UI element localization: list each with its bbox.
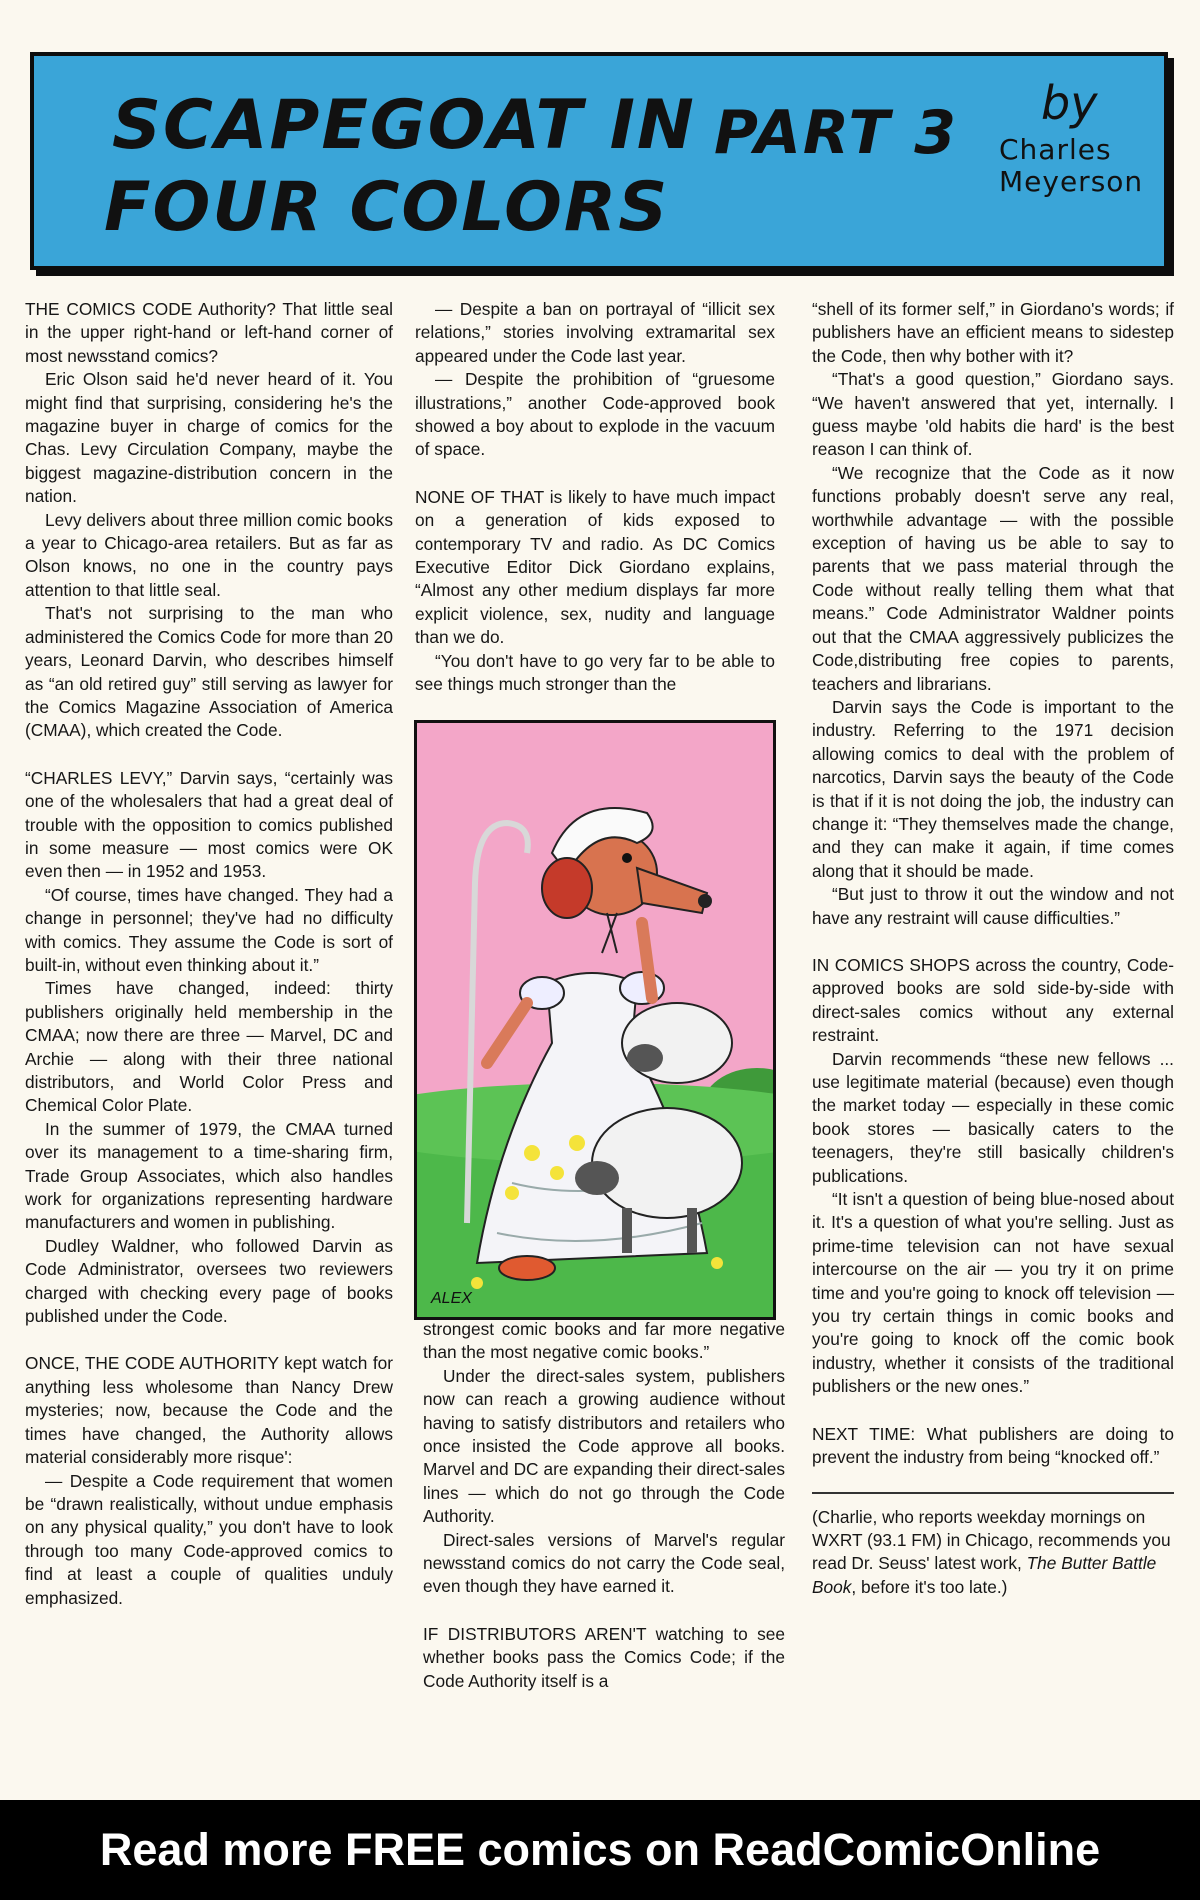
- byline: [999, 76, 1169, 198]
- paragraph: — Despite a Code requirement that women be “drawn realistically, without undue emphasis on any physical quality,” you don't have to look through too many Code-approved comics to find at least a couple of qualities unduly emphasized.: [25, 1470, 393, 1608]
- paragraph: “We recognize that the Code as it now functions probably doesn't serve any real, worthwhile advantage — with the possible exception of having us be able to say to parents that we pass material through the Code without really telling them what that means.” Code Administrator Waldner points out that the CMAA aggressively publicizes the Code,distributing free copies to parents, teachers and librarians.: [812, 462, 1174, 694]
- paragraph: Eric Olson said he'd never heard of it. You might find that surprising, considering he's the magazine buyer in charge of comics for the Chas. Levy Circulation Company, maybe the biggest magazine-distribution concern in the nation.: [25, 369, 393, 507]
- article-column-1: [25, 298, 393, 1610]
- section-paragraph: NONE OF THAT is likely to have much impact on a generation of kids exposed to contemporary TV and radio. As DC Comics Executive Editor Dick Giordano explains, “Almost any other medium displays far more explicit violence, sex, nudity and language than we do.: [415, 486, 775, 648]
- artist-signature: ALEX: [431, 1290, 472, 1307]
- section-paragraph: IF DISTRIBUTORS AREN'T watching to see whether books pass the Comics Code; if the Code Authority itself is a: [423, 1623, 785, 1691]
- paragraph: Darvin recommends “these new fellows ... use legitimate material (because) even though the market today — especially in these comic book stores — basically caters to the teenagers, they're still basically children's publications.: [812, 1048, 1174, 1186]
- paragraph: “shell of its former self,” in Giordano's words; if publishers have an efficient means to sidestep the Code, then why bother with it?: [812, 299, 1174, 366]
- section-paragraph: “CHARLES LEVY,” Darvin says, “certainly was one of the wholesalers that had a great deal of trouble with the opposition to comics published in some measure — most comics were OK even then — in 1952 and 1953.: [25, 767, 393, 882]
- article-column-2-bottom: [423, 1318, 785, 1693]
- paragraph: That's not surprising to the man who administered the Comics Code for more than 20 years, Leonard Darvin, who describes himself as “an old retired guy” still serving as lawyer for the Comics Magazine Association of America (CMAA), which created the Code.: [25, 603, 393, 741]
- divider: [812, 1492, 1174, 1494]
- paragraph: Levy delivers about three million comic books a year to Chicago-area retailers. But as far as Olson knows, no one in the country pays attention to that little seal.: [25, 509, 393, 600]
- paragraph: — Despite the prohibition of “gruesome illustrations,” another Code-approved book showed a boy about to explode in the vacuum of space.: [415, 369, 775, 460]
- section-paragraph: IN COMICS SHOPS across the country, Code-approved books are sold side-by-side with direct-sales comics without any external restraint.: [812, 954, 1174, 1046]
- paragraph: strongest comic books and far more negative than the most negative comic books.”: [423, 1319, 785, 1363]
- title-line-1: SCAPEGOAT IN: [112, 86, 696, 165]
- title-banner: [30, 52, 1168, 270]
- promo-footer-banner[interactable]: Read more FREE comics on ReadComicOnline: [0, 1800, 1200, 1900]
- paragraph: Direct-sales versions of Marvel's regular newsstand comics do not carry the Code seal, even though they have earned it.: [423, 1529, 785, 1597]
- wolf-bo-peep-illustration: [414, 720, 776, 1320]
- paragraph: Darvin says the Code is important to the industry. Referring to the 1971 decision allowing comics to deal with the problem of narcotics, Darvin says the beauty of the Code is that if it is not doing the job, the industry can change it: “They themselves made the change, and they can make it again, if time comes along that it should be made.: [812, 696, 1174, 881]
- paragraph: “That's a good question,” Giordano says. “We haven't answered that yet, internally. I guess maybe 'old habits die hard' is the best reason I can think of.: [812, 369, 1174, 460]
- paragraph: Under the direct-sales system, publishers now can reach a growing audience without having to satisfy distributors and retailers who once insisted the Code approve all books. Marvel and DC are expanding their direct-sales lines — which do not go through the Code Authority.: [423, 1365, 785, 1527]
- section-paragraph: ONCE, THE CODE AUTHORITY kept watch for anything less wholesome than Nancy Drew mysteries; now, because the Code and the times have changed, the Authority allows material considerably more risque':: [25, 1353, 393, 1468]
- title-line-2: FOUR COLORS: [104, 168, 670, 247]
- paragraph: THE COMICS CODE Authority? That little seal in the upper right-hand or left-hand corner of most newsstand comics?: [25, 299, 393, 366]
- by-word: by: [1041, 76, 1098, 130]
- paragraph: “It isn't a question of being blue-nosed about it. It's a question of what you're selling. Just as prime-time television can not have sexual intercourse on the air — you try it on prime time and you're going to knock off television — you try certain things in comic books and you're going to knock off the comic book industry, whether it consists of the traditional publishers or the new ones.”: [812, 1189, 1174, 1397]
- paragraph: “Of course, times have changed. They had a change in personnel; they've had no difficulty with comics. They assume the Code is sort of built-in, without even thinking about it.”: [25, 884, 393, 975]
- paragraph: “But just to throw it out the window and not have any restraint will cause difficulties.”: [812, 884, 1174, 928]
- article-column-3: [812, 298, 1174, 1599]
- paragraph: “You don't have to go very far to be able to see things much stronger than the: [415, 650, 775, 695]
- paragraph: In the summer of 1979, the CMAA turned over its management to a time-sharing firm, Trade Group Associates, which also handles work for organizations representing hardware manufacturers and women in publishing.: [25, 1118, 393, 1233]
- paragraph: Times have changed, indeed: thirty publishers originally held membership in the CMAA; now there are three — Marvel, DC and Archie — along with their three national distributors, and World Color Press and Chemical Color Plate.: [25, 978, 393, 1116]
- book-title: The Butter Battle Book: [812, 1553, 1157, 1597]
- part-label: PART 3: [714, 98, 958, 168]
- paragraph: — Despite a ban on portrayal of “illicit sex relations,” stories involving extramarital sex appeared under the Code last year.: [415, 299, 775, 366]
- author-note-end: , before it's too late.): [851, 1576, 1008, 1597]
- article-column-2-top: [415, 298, 775, 697]
- paragraph: Dudley Waldner, who followed Darvin as Code Administrator, oversees two reviewers charged with checking every page of books published under the Code.: [25, 1235, 393, 1327]
- sheep: [592, 1108, 742, 1218]
- author-note-text: (Charlie, who reports weekday mornings on WXRT (93.1 FM) in Chicago, recommends you read Dr. Seuss' latest work,: [812, 1506, 1171, 1574]
- next-time-paragraph: NEXT TIME: What publishers are doing to prevent the industry from being “knocked off.”: [812, 1423, 1174, 1468]
- author-name: Charles Meyerson: [999, 133, 1144, 198]
- author-note: [812, 1506, 1174, 1600]
